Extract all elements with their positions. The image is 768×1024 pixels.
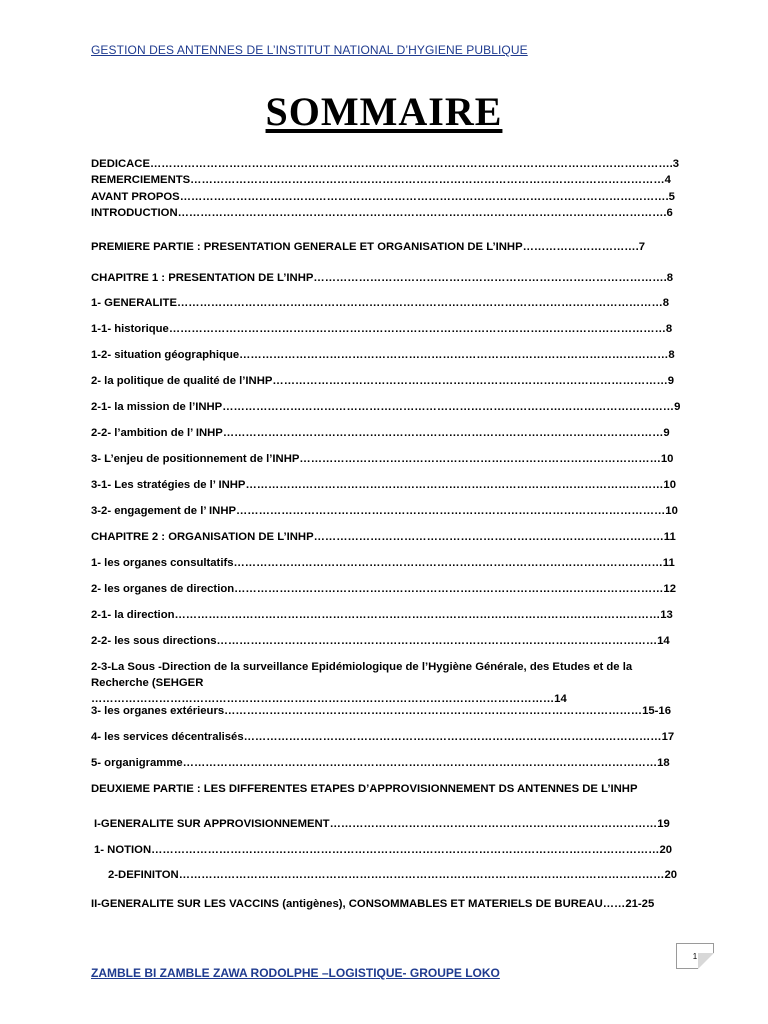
page-title: SOMMAIRE (265, 89, 503, 134)
toc-item: 5- organigramme………………………………………………………………………………………………………………18 (91, 757, 670, 769)
toc-item: PREMIERE PARTIE : PRESENTATION GENERALE ET ORGANISATION DE L’INHP………………………….7 (91, 241, 646, 253)
page-header: GESTION DES ANTENNES DE L’INSTITUT NATIONAL D’HYGIENE PUBLIQUE (91, 43, 528, 57)
toc-item: DEDICACE………………………………………………………………………………………………………………………….3 (91, 158, 680, 170)
toc-item: 3-2- engagement de l’ INHP……………………………………………………………………………………………………10 (91, 505, 678, 517)
toc-item: I-GENERALITE SUR APPROVISIONNEMENT……………………………………………………………………………19 (94, 818, 670, 830)
toc-item: 2-1- la direction…………………………………………………………………………………………………………………13 (91, 609, 673, 621)
toc-item: 2-3-La Sous -Direction de la surveillance Epidémiologique de l’Hygiène Générale, des Etudes et de la Recherche (SEHGER ……………………………………………………………………………………………………………14 (91, 661, 633, 705)
toc-item: 2-DEFINITON…………………………………………………………………………………………………………………20 (108, 869, 678, 881)
toc-item: 1- NOTION………………………………………………………………………………………………………………………20 (94, 844, 673, 856)
toc-item: CHAPITRE 2 : ORGANISATION DE L’INHP…………………………………………………………………………………11 (91, 531, 676, 543)
toc-item: 2- les organes de direction……………………………………………………………………………………………………12 (91, 583, 676, 595)
toc-item: 1- les organes consultatifs……………………………………………………………………………………………………11 (91, 557, 675, 569)
page-footer: ZAMBLE BI ZAMBLE ZAWA RODOLPHE –LOGISTIQUE- GROUPE LOKO (91, 966, 500, 980)
toc-item: 2-2- les sous directions………………………………………………………………………………………………………14 (91, 635, 670, 647)
toc-item: 1-1- historique……………………………………………………………………………………………………………………8 (91, 323, 673, 335)
toc-item: INTRODUCTION………………………………………………………………………………………………………………….6 (91, 207, 673, 219)
toc-item: 1- GENERALITE…………………………………………………………………………………………………………………8 (91, 297, 670, 309)
toc-item: CHAPITRE 1 : PRESENTATION DE L’INHP………………………………………………………………………………….8 (91, 272, 674, 284)
toc-item: 2- la politique de qualité de l’INHP……………………………………………………………………………………………9 (91, 375, 675, 387)
page-number-badge: 1 (676, 943, 714, 969)
toc-item: 2-2- l’ambition de l’ INHP………………………………………………………………………………………………………9 (91, 427, 670, 439)
toc-item: 2-1- la mission de l’INHP…………………………………………………………………………………………………………9 (91, 401, 681, 413)
toc-item: II-GENERALITE SUR LES VACCINS (antigènes), CONSOMMABLES ET MATERIELS DE BUREAU……21-25 (91, 898, 655, 910)
toc-item: AVANT PROPOS………………………………………………………………………………………………………………….5 (91, 191, 675, 203)
toc-item: 3-1- Les stratégies de l’ INHP…………………………………………………………………………………………………10 (91, 479, 676, 491)
toc-item: REMERCIEMENTS………………………………………………………………………………………………………………4 (91, 174, 671, 186)
toc-item: 4- les services décentralisés…………………………………………………………………………………………………17 (91, 731, 675, 743)
toc-item: 1-2- situation géographique……………………………………………………………………………………………………8 (91, 349, 675, 361)
toc-item: 3- L’enjeu de positionnement de l’INHP……………………………………………………………………………………10 (91, 453, 674, 465)
toc-item: DEUXIEME PARTIE : LES DIFFERENTES ETAPES D’APPROVISIONNEMENT DS ANTENNES DE L’INHP (91, 783, 638, 795)
toc-item: 3- les organes extérieurs…………………………………………………………………………………………………15-16 (91, 705, 671, 717)
